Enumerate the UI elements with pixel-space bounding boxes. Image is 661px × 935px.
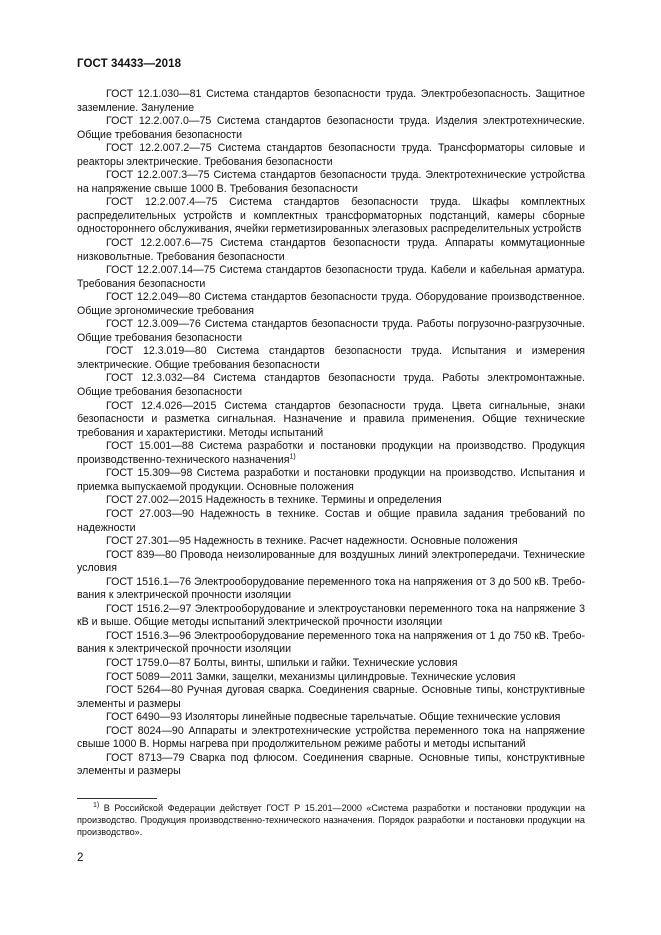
reference-text: ГОСТ 5264—80 Ручная дуговая сварка. Соединения сварные. Основные типы, конструктивные элементы и размеры [77,684,585,710]
reference-text: ГОСТ 12.2.007.0—75 Система стандартов безопасности труда. Изделия электротехнические. Общие требования безопасности [77,115,585,141]
reference-text: ГОСТ 5089—2011 Замки, защелки, механизмы цилиндровые. Технические условия [106,670,516,683]
reference-item [77,196,585,237]
document-header: ГОСТ 34433—2018 [77,58,182,70]
reference-text: ГОСТ 12.2.007.6—75 Система стандартов безопасности труда. Аппараты коммутационные низковольтные. Требования безопасности [77,237,585,263]
reference-item [77,115,585,142]
reference-item [77,535,585,549]
reference-text: ГОСТ 15.001—88 Система разработки и постановки продукции на производство. Продукция производственно-технического назначения [77,440,585,466]
normative-references-list [77,88,585,779]
footnote-marker: 1) [93,801,100,809]
reference-item [77,508,585,535]
reference-text: ГОСТ 8713—79 Сварка под флюсом. Соединения сварные. Основные типы, конструктивные элементы и размеры [77,751,585,778]
reference-text: ГОСТ 1516.2—97 Электрооборудование и электроустановки переменного тока на напряжение 3 кВ и выше. Общие методы испытаний электрической прочности изоляции [77,602,585,629]
footnote [77,803,585,839]
reference-text: ГОСТ 15.309—98 Система разработки и постановки продукции на производство. Испытания и приемка выпускаемой продукции. Основные положения [77,467,585,493]
reference-item [77,345,585,372]
reference-item [77,264,585,291]
reference-text: ГОСТ 12.2.007.14—75 Система стандартов безопасности труда. Кабели и кабельная арматура. Требования безопасности [77,264,585,290]
reference-item [77,372,585,399]
reference-text: ГОСТ 12.2.007.3—75 Система стандартов безопасности труда. Электротехнические устройства на напряжение свыше 1000 В. Требования безопасности [77,169,585,195]
reference-item [77,467,585,494]
reference-item [77,752,585,779]
reference-text: ГОСТ 27.003—90 Надежность в технике. Состав и общие правила задания требований по надежности [77,507,585,534]
reference-text: ГОСТ 6490—93 Изоляторы линейные подвесные тарельчатые. Общие технические условия [106,711,561,724]
reference-item [77,291,585,318]
reference-item [77,603,585,630]
reference-item [77,318,585,345]
reference-item [77,88,585,115]
reference-item [77,494,585,508]
reference-item [77,142,585,169]
reference-item [77,630,585,657]
reference-text: ГОСТ 1516.3—96 Электрооборудование переменного тока на напряжения от 1 до 750 кВ. Требования к электрической прочности изоляции [77,629,585,656]
page-number: 2 [77,852,84,864]
reference-item [77,725,585,752]
reference-text: ГОСТ 12.4.026—2015 Система стандартов безопасности труда. Цвета сигнальные, знаки безопасности и разметка сигнальная. Назначение и правила применения. Общие технические требования и характеристики. Методы испытаний [77,399,585,439]
reference-item [77,576,585,603]
reference-text: ГОСТ 12.3.032—84 Система стандартов безопасности труда. Работы электромонтажные. Общие требования безопасности [77,372,585,399]
reference-item [77,440,585,467]
reference-item [77,684,585,711]
reference-text: ГОСТ 12.2.007.4—75 Система стандартов безопасности труда. Шкафы комплектных распределительных устройств и комплектных трансформаторных подстанций, камеры сборные одностороннего обслуживания, ячейки герметизированных элегазовых распределительных устройств [77,196,585,236]
reference-text: ГОСТ 1516.1—76 Электрооборудование переменного тока на напряжения от 3 до 500 кВ. Требования к электрической прочности изоляции [77,575,585,602]
reference-item [77,549,585,576]
reference-text: ГОСТ 8024—90 Аппараты и электротехнические устройства переменного тока на напряжение свыше 1000 В. Нормы нагрева при продолжительном режиме работы и методы испытаний [77,724,585,751]
reference-text: ГОСТ 839—80 Провода неизолированные для воздушных линий электропередачи. Технические условия [77,548,585,575]
reference-text: ГОСТ 12.1.030—81 Система стандартов безопасности труда. Электробезопасность. Защитное заземление. Зануление [77,88,585,114]
reference-text: ГОСТ 12.3.009—76 Система стандартов безопасности труда. Работы погрузочно-разгрузочные. Общие требования безопасности [77,318,585,344]
reference-item [77,237,585,264]
reference-item [77,711,585,725]
reference-item [77,169,585,196]
reference-item [77,657,585,671]
reference-item [77,671,585,685]
footnote-text: В Российской Федерации действует ГОСТ Р 15.201—2000 «Система разработки и постановки продукции на производство. Продукция производственно-технического назначения. Порядок разработки и постановки продукции на производство». [77,803,585,837]
reference-text: ГОСТ 12.3.019—80 Система стандартов безопасности труда. Испытания и измерения электрические. Общие требования безопасности [77,345,585,371]
reference-text: ГОСТ 12.2.049—80 Система стандартов безопасности труда. Оборудование производственное. Общие эргономические требования [77,291,585,317]
reference-text: ГОСТ 27.002—2015 Надежность в технике. Термины и определения [106,494,442,507]
reference-text: ГОСТ 1759.0—87 Болты, винты, шпильки и гайки. Технические условия [106,656,458,669]
footnote-reference-marker: 1) [289,453,296,461]
reference-text: ГОСТ 27.301—95 Надежность в технике. Расчет надежности. Основные положения [106,535,518,548]
reference-item [77,400,585,441]
reference-text: ГОСТ 12.2.007.2—75 Система стандартов безопасности труда. Трансформаторы силовые и реакторы электрические. Требования безопасности [77,142,585,168]
footnote-separator [77,798,157,799]
